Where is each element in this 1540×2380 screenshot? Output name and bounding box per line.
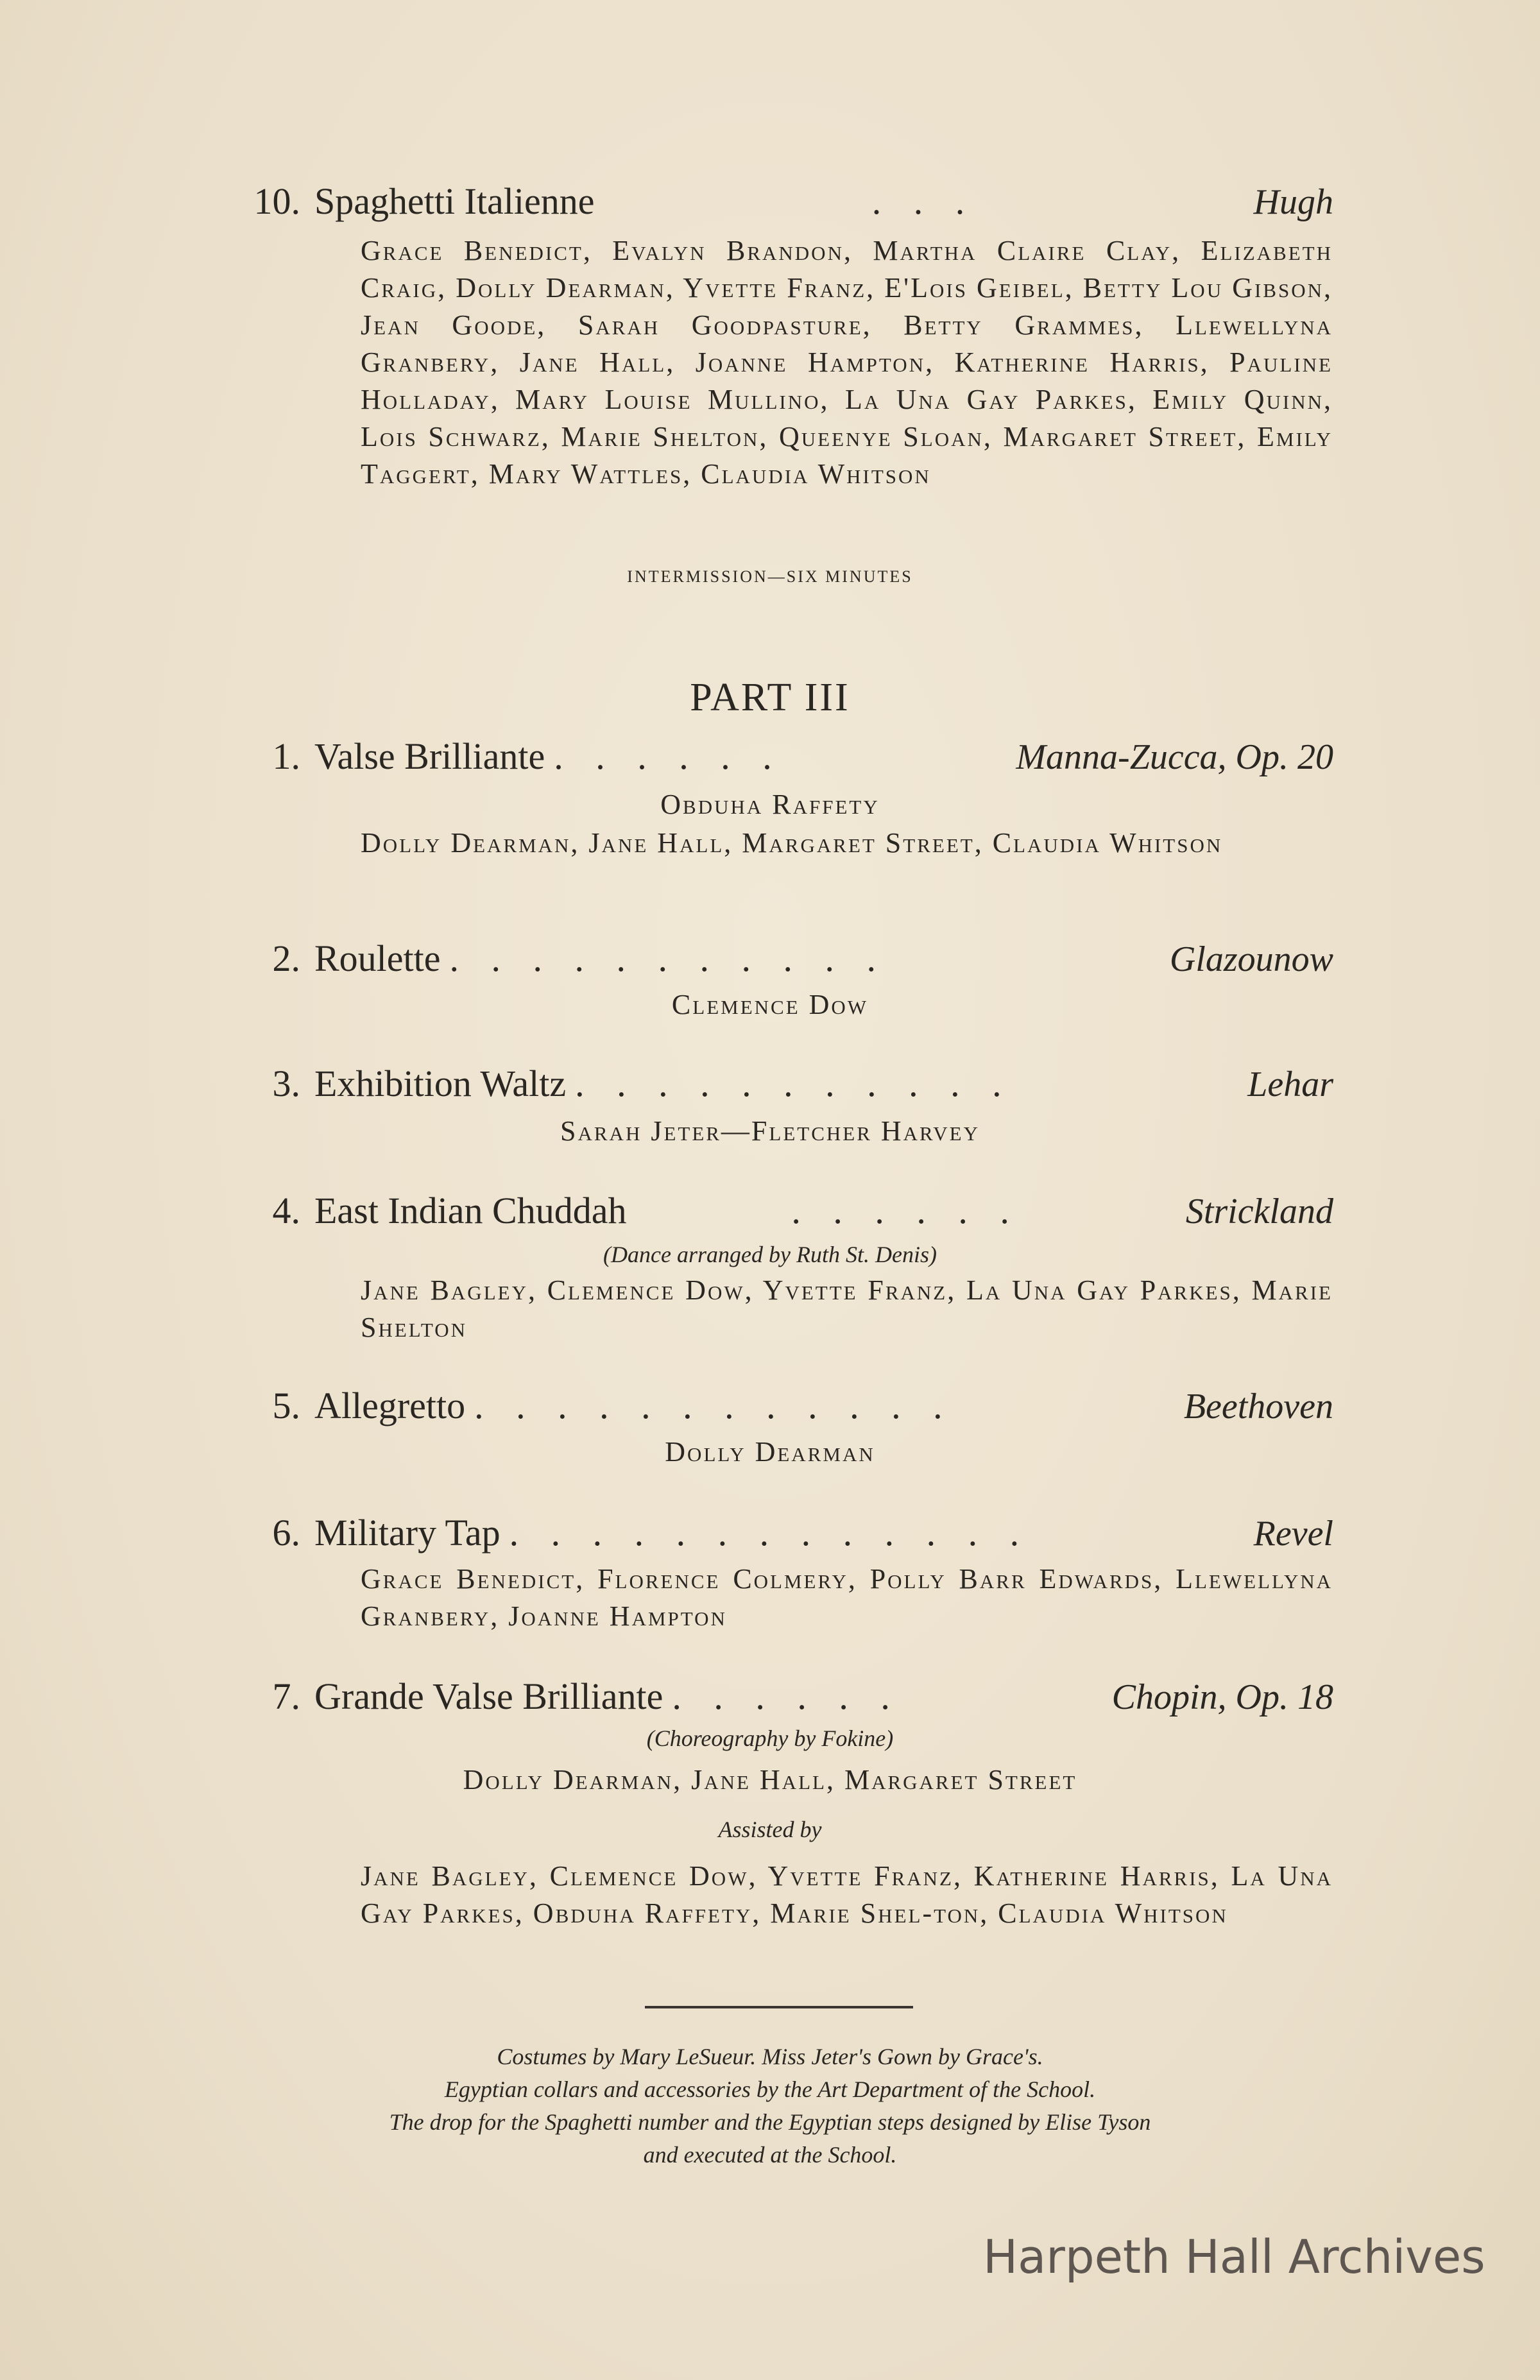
item-composer: Chopin, Op. 18 <box>1111 1677 1333 1717</box>
item-composer: Hugh <box>1253 182 1333 222</box>
item-composer: Lehar <box>1247 1065 1333 1104</box>
item-title: Roulette <box>314 937 441 979</box>
item-composer: Glazounow <box>1169 939 1333 979</box>
item-number: 7. <box>272 1675 300 1717</box>
performer-list: Dolly Dearman, Jane Hall, Margaret Street, Claudia Whitson <box>361 827 1223 859</box>
credit-line: Egyptian collars and accessories by the Art Department of the School. <box>444 2076 1096 2102</box>
dot-leader: . . . <box>871 180 977 222</box>
program-item-spaghetti <box>243 180 1333 231</box>
credit-line: Costumes by Mary LeSueur. Miss Jeter's Gown by Grace's. <box>497 2044 1043 2069</box>
item-composer: Beethoven <box>1183 1387 1333 1426</box>
performer-list: Grace Benedict, Evalyn Brandon, Martha Claire Clay, Elizabeth Craig, Dolly Dearman, Yvette Franz, E'Lois Geibel, Betty Lou Gibson, Jean Goode, Sarah Goodpasture, Betty Grammes, Llewellyna Granbery, Jane Hall, Joanne Hampton, Katherine Harris, Pauline Holladay, Mary Louise Mullino, La Una Gay Parkes, Emily Quinn, Lois Schwarz, Marie Shelton, Queenye Sloan, Margaret Street, Emily Taggert, Mary Wattles, Claudia Whitson <box>361 235 1333 490</box>
item-number: 6. <box>272 1512 300 1554</box>
choreography-note: (Dance arranged by Ruth St. Denis) <box>603 1242 937 1267</box>
credit-line: The drop for the Spaghetti number and the Egyptian steps designed by Elise Tyson <box>389 2109 1151 2135</box>
item-title: Military Tap <box>314 1512 501 1554</box>
program-item-valse-brilliante <box>243 735 1333 786</box>
part-heading: PART III <box>690 676 850 719</box>
item-title: East Indian Chuddah <box>314 1190 627 1231</box>
performer-list: Jane Bagley, Clemence Dow, Yvette Franz, Katherine Harris, La Una Gay Parkes, Obduha Raffety, Marie Shel-ton, Claudia Whitson <box>361 1860 1333 1929</box>
item-title: Grande Valse Brilliante <box>314 1675 663 1717</box>
program-item-east-indian-chuddah <box>243 1189 1333 1240</box>
item-title: Exhibition Waltz <box>314 1063 567 1104</box>
dot-leader: . . . . . . <box>791 1190 1021 1231</box>
soloists: Dolly Dearman, Jane Hall, Margaret Street <box>463 1764 1077 1795</box>
item-title: Valse Brilliante <box>314 735 545 777</box>
dot-leader: . . . . . . <box>672 1675 902 1717</box>
program-item-exhibition-waltz <box>243 1062 1333 1113</box>
dot-leader: . . . . . . . . . . . <box>575 1063 1013 1104</box>
assisted-by-label: Assisted by <box>718 1817 822 1842</box>
program-item-allegretto <box>243 1384 1333 1435</box>
program-item-grande-valse <box>243 1675 1333 1726</box>
intermission-note: INTERMISSION—SIX MINUTES <box>627 567 913 586</box>
dot-leader: . . . . . . . . . . . . <box>474 1385 954 1426</box>
item-composer: Manna-Zucca, Op. 20 <box>1016 737 1333 777</box>
item-number: 2. <box>272 937 300 979</box>
performer-list: Jane Bagley, Clemence Dow, Yvette Franz, La Una Gay Parkes, Marie Shelton <box>361 1274 1333 1343</box>
credits <box>0 2041 1540 2171</box>
program-item-military-tap <box>243 1511 1333 1562</box>
dot-leader: . . . . . . <box>554 735 783 777</box>
item-title: Allegretto <box>314 1385 466 1426</box>
item-number: 10. <box>253 180 300 222</box>
soloist: Clemence Dow <box>671 989 869 1020</box>
item-title: Spaghetti Italienne <box>314 180 595 222</box>
item-number: 3. <box>272 1063 300 1104</box>
item-composer: Strickland <box>1185 1192 1333 1231</box>
archive-watermark: Harpeth Hall Archives <box>983 2230 1485 2284</box>
dot-leader: . . . . . . . . . . . . . <box>509 1512 1031 1554</box>
item-composer: Revel <box>1253 1514 1333 1554</box>
soloist: Sarah Jeter—Fletcher Harvey <box>560 1115 980 1147</box>
divider-rule <box>645 2006 913 2008</box>
item-number: 4. <box>272 1190 300 1231</box>
soloist: Dolly Dearman <box>665 1436 875 1468</box>
performer-list: Grace Benedict, Florence Colmery, Polly Barr Edwards, Llewellyna Granbery, Joanne Hampton <box>361 1563 1333 1632</box>
item-number: 5. <box>272 1385 300 1426</box>
credit-line: and executed at the School. <box>643 2142 897 2168</box>
dot-leader: . . . . . . . . . . . <box>449 937 888 979</box>
program-item-roulette <box>243 937 1333 988</box>
soloist: Obduha Raffety <box>660 789 880 820</box>
item-number: 1. <box>272 735 300 777</box>
choreography-note: (Choreography by Fokine) <box>646 1725 894 1751</box>
